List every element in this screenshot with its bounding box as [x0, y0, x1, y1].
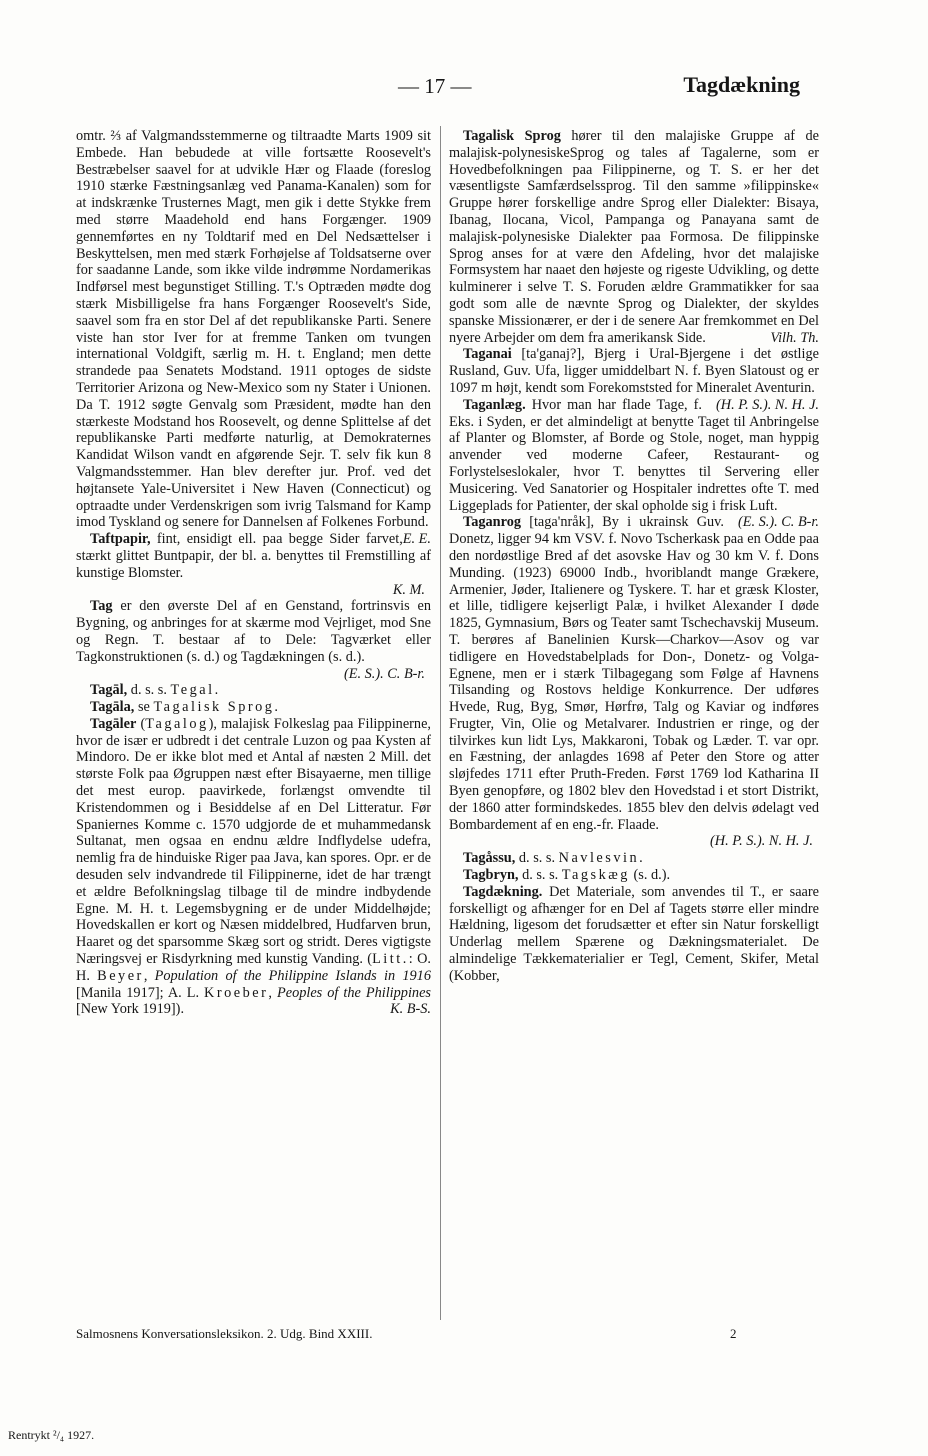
book-title: Peoples of the Philippines — [276, 984, 431, 1001]
author-name: Kroeber — [204, 984, 269, 1001]
author-name: Beyer — [97, 967, 144, 984]
entry-text: d. s. s. — [518, 867, 562, 884]
entry-headword: Taganlæg. — [463, 396, 526, 413]
entry-taftpapir — [76, 531, 431, 598]
entry-headword: Taganai — [463, 346, 512, 363]
entry-text: [taga'nråk], By i ukrainsk Guv. Donetz, ligger 94 km VSV. f. Novo Tscherkask paa en Odde paa den nordøstlige Bred af det asovske Hav og 30 km V. f. Dons Munding. (1923) 69000 Indb., hvoriblandt mange Grækere, Armenier, Jøder, Italienere og Tyskere. T. har et græsk Kloster, et lille, tidligere kejserligt Palæ, i hvilket Alexander I døde 1825, Gymnasium, Børs og Teater samt Tschechavskij Museum. T. berøres af Banelinien Kursk—Charkov—Asov og var tidligere en Hovedstabelplads for Don-, Donetz- og Volga-Egnene, men er i stærk Tilbagegang som Følge af Havnens Tilsanding og Rostovs heldige Konkurrence. Der udføres Hvede, Rug, Byg, Smør, Hørfrø, Talg og Kaviar og indføres Frugter, Vin, Olie og Metalvarer. Industrien er ringe, og der tilvirkes kun lidt Lys, Makkaroni, Tobak og Læder. T. var opr. en Fæstning, der anlagdes 1698 af Peter den Store og atter sløjfedes 1711 efter Pruth-Freden. Først 1769 lod Katharina II Byen genopføre, og 1802 blev den Hovedstad i et stort Distrikt, der 1860 atter formindskedes. 1855 blev den delvis ødelagt ved Bombardement af en eng.-fr. Flaade. — [449, 514, 819, 833]
entry-tagala — [76, 699, 431, 716]
entry-text: : O. H. — [76, 951, 431, 984]
entry-tag — [76, 598, 431, 682]
entry-tagaler: Tagāler (Tagalog), malajisk Folkeslag paa Filippinerne, hvor de især er udbredt i det centrale Luzon og paa Kysten af Mindoro. De er ikke blot med et Antal af næsten 2 Mill. det største Folk paa Øgruppen næst efter Bisayaerne, men tillige det mest europ. paavirkede, forlængst omvendte til Kristendommen og i Besiddelse af en Del Litteratur. Før Spaniernes Komme c. 1570 udgjorde de et muhammedansk Sultanat, men ogsaa en endnu ældre Indflydelse udefra, nemlig fra de hinduiske Riger paa Java, kan spores. Opr. er de desuden selv indvandrede til Filippinerne, idet de har trængt et ældre Befolkningslag tilbage til de mindre indbydende Egne. M. H. t. Legemsbygning er de under Middelhøjde; Hovedskallen er kort og Næsen middelbred, Hudfarven brun, Haaret og det sparsomme Skæg sort og stridt. Deres vigtigste Næringsvej er Risdyrkning med kunstig Vanding. (Litt.: O. H. Beyer, Population of the Philippine Islands in 1916 [Manila 1917]; A. L. Kroeber, Peoples of the Philippines [New York 1919]). K. B-S. — [76, 715, 431, 1018]
entry-tagdaekning — [449, 884, 819, 985]
cross-reference: Navlesvin — [558, 850, 640, 867]
cross-reference: Tagalog — [145, 715, 209, 732]
entry-signature: (E. S.). C. B-r. — [343, 665, 425, 682]
entry-text: Hvor man har flade Tage, f. Eks. i Syden, er det almindeligt at benytte Taget til Anbringelse af Planter og Blomster, af Borde og Stole, noget, man hyppig anvender ved moderne Cafeer, Restaurant- og Forlystelseslokaler, hvor T. benyttes til Servering eller Musicering. Ved Sanatorier og Hospitaler indrettes ofte T. med Liggeplads for Patienter, der skal opholde sig i frisk Luft. — [449, 396, 819, 514]
right-column — [449, 128, 819, 985]
entry-signature: K. B-S. — [390, 1001, 431, 1018]
entry-text: [New York 1919]). — [76, 1001, 185, 1018]
entry-signature: (E. S.). C. B-r. — [737, 514, 819, 531]
entry-text: d. s. s. — [515, 850, 559, 867]
entry-text: [Manila 1917]; A. L. — [76, 984, 205, 1001]
volume-line: Salmosnens Konversationsleksikon. 2. Udg. Bind XXIII. — [76, 1326, 373, 1341]
entry-tagassu — [449, 850, 819, 867]
book-title: Population of the Philippine Islands in 1916 — [154, 967, 431, 984]
page-number: — 17 — — [398, 74, 472, 98]
running-head: Tagdækning — [683, 72, 800, 97]
entry-headword: Taftpapir, — [90, 531, 151, 548]
entry-text: . — [274, 699, 278, 716]
entry-text: [ta'ganaj?], Bjerg i Ural-Bjergene i det østlige Rusland, Guv. Ufa, ligger umiddelbart N. f. Byen Slatoust og er 1097 m højt, kendt som Forekomststed for Mineralet Aventurin. — [449, 346, 819, 396]
entry-text: (s. d.). — [629, 867, 671, 884]
entry-text: fint, ensidigt ell. paa begge Sider farvet, stærkt glittet Buntpapir, der bl. a. benyttes til Fremstilling af kunstige Blomster. — [76, 531, 431, 581]
cross-reference: Tagskæg — [561, 867, 630, 884]
entry-signature: (H. P. S.). N. H. J. — [716, 396, 819, 413]
entry-text: hører til den malajiske Gruppe af de malajisk-polynesiskeSprog og tales af Tagalerne, som er Hovedbefolkningen paa Filippinerne, og T. S. er her det væsentligste Samfærdselssprog. Til den samme »filippinske« Gruppe hører forskellige andre Sprog eller Dialekter: Bisaya, Ibanag, Ilocana, Vicol, Pampanga og Panayana samt de malajisk-polynesiske Dialekter paa Formosa. De filippinske Sprog anses for at være den Afdeling, hvor det malajiske Formsystem har naaet den højeste og rigeste Udvikling, og dette kulminerer i selve T. S. Foruden ældre Grammatikker for saa godt som alle de nævnte Sprog og Dialekter, der skyldes spanske Missionærer, er der i de senere Aar fremkommet en Del nyere Arbejder om dem fra amerikansk Side. — [449, 128, 819, 346]
entry-headword: Taganrog — [463, 514, 522, 531]
entry-headword: Tagdækning. — [463, 883, 543, 900]
entry-text: d. s. s. — [127, 682, 171, 699]
entry-headword: Tag — [90, 598, 113, 615]
cross-reference: Tagalisk Sprog — [153, 699, 275, 716]
entry-text: ), malajisk Folkeslag paa Filippinerne, hvor de især er udbredt i det centrale Luzon og paa Kysten af Mindoro. De er ikke blot med et Antal af næsten 2 Mill. det største Folk paa Øgruppen næst efter Bisayaerne, men tillige det mest europ. paavirkede, forlængst omvendte til Kristendommen og i Besiddelse af en Del Litteratur. Før Spaniernes Komme c. 1570 udgjorde de et muhammedansk Sultanat, men ogsaa en endnu ældre Indflydelse udefra, nemlig fra de hinduiske Riger paa Java, kan spores. Opr. er de desuden selv indvandrede til Filippinerne, idet de har trængt et ældre Befolkningslag tilbage til de mindre indbydende Egne. M. H. t. Legemsbygning er de under Middelhøjde; Hovedskallen er kort og Næsen middelbred, Hudfarven brun, Haaret og det sparsomme Skæg sort og stridt. Deres vigtigste Næringsvej er Risdyrkning med kunstig Vanding. ( — [76, 715, 431, 968]
reprint-note: Rentrykt ²/₄ 1927. — [8, 1428, 95, 1442]
left-column — [76, 128, 431, 1018]
entry-headword: Tagāler — [90, 715, 137, 732]
entry-signature: Vilh. Th. — [770, 329, 819, 346]
entry-text: . — [639, 850, 643, 867]
entry-text: er den øverste Del af en Genstand, fortrinsvis en Bygning, og anbringes for at skærme mod Vejrliget, mod Sne og Regn. T. bestaar af to Dele: Tagværket eller Tagkonstruktionen (s. d.) og Tagdækningen (s. d.). — [76, 598, 431, 665]
entry-signature: K. M. — [392, 581, 425, 598]
entry-headword: Tagåssu, — [463, 850, 516, 867]
entry-headword: Tagāla, — [90, 699, 135, 716]
entry-headword: Tagbryn, — [463, 867, 519, 884]
entry-taganrog — [449, 514, 819, 850]
column-divider — [440, 126, 441, 1320]
entry-text: ( — [136, 715, 146, 732]
entry-headword: Tagalisk Sprog — [463, 128, 561, 144]
page-header — [0, 72, 928, 108]
cross-reference: Tegal — [170, 682, 215, 699]
literature-label: Litt. — [372, 951, 409, 968]
entry-text: se — [134, 699, 154, 716]
entry-signature: (H. P. S.). N. H. J. — [710, 833, 813, 850]
entry-text: Det Materiale, som anvendes til T., er saare forskelligt og afhænger for en Del af Tagets større eller mindre Hældning, ligesom det forudsætter et efter sin Natur forskelligt Underlag mellem Spærene og Dækningsmaterialet. De almindelige Tækkematerialier er Tegl, Cement, Skifer, Metal (Kobber, — [449, 883, 819, 984]
entry-text: omtr. ⅔ af Valgmandsstemmerne og tiltraadte Marts 1909 sit Embede. Han bebudede at ville fortsætte Roosevelt's Bestræbelser saavel for at udvikle Hær og Flaade (foreslog 1910 stærke Fæstningsanlæg ved Panama-Kanalen) som for at indskrænke Trusternes Magt, men gik i dette Stykke frem med større Maadehold end hans Forgænger. 1909 gennemførtes en ny Toldtarif med en Del Nedsættelser i Beskyttelsen, men med stærk Forhøjelse af Toldsatserne over for saadanne Lande, som ikke vilde indrømme Nordamerikas Indførsel mest begunstiget Stilling. T.'s Optræden mødte dog stærk Misbilligelse fra hans Forgænger Roosevelt's Side, saavel som fra en stor Del af det republikanske Parti. Senere viste han stor Iver for at fremme Tanken om tvungen international Voldgift, særlig m. H. t. England; men dette strandede paa Senatets Modstand. 1911 optoges de sidste Territorier Arizona og New-Mexico som ny Stater i Unionen. Da T. 1912 søgte Genvalg som Præsident, mødte han den stærkeste Modstand hos Roosevelt, og denne Splittelse af det republikanske Parti medførte naturlig, at Demokraternes Kandidat Wilson vandt en afgørende Sejr. T. selv fik kun 8 Valgmandsstemmer. Han blev derefter jur. Prof. ved det højtansete Yale-Universitet i New Haven (Connecticut) og optraadte under Verdenskrigen som ivrig Talsmand for Kamp imod Tyskland og senere for Dannelsen af Folkenes Forbund. — [76, 128, 431, 531]
entry-text: . — [214, 682, 219, 699]
entry-headword: Tagāl, — [90, 682, 128, 699]
entry-tagal — [76, 682, 431, 699]
sheet-number: 2 — [730, 1326, 737, 1341]
entry-signature: E. E. — [402, 531, 431, 548]
entry-tagalisk-sprog — [449, 128, 819, 346]
entry-tagbryn — [449, 867, 819, 884]
